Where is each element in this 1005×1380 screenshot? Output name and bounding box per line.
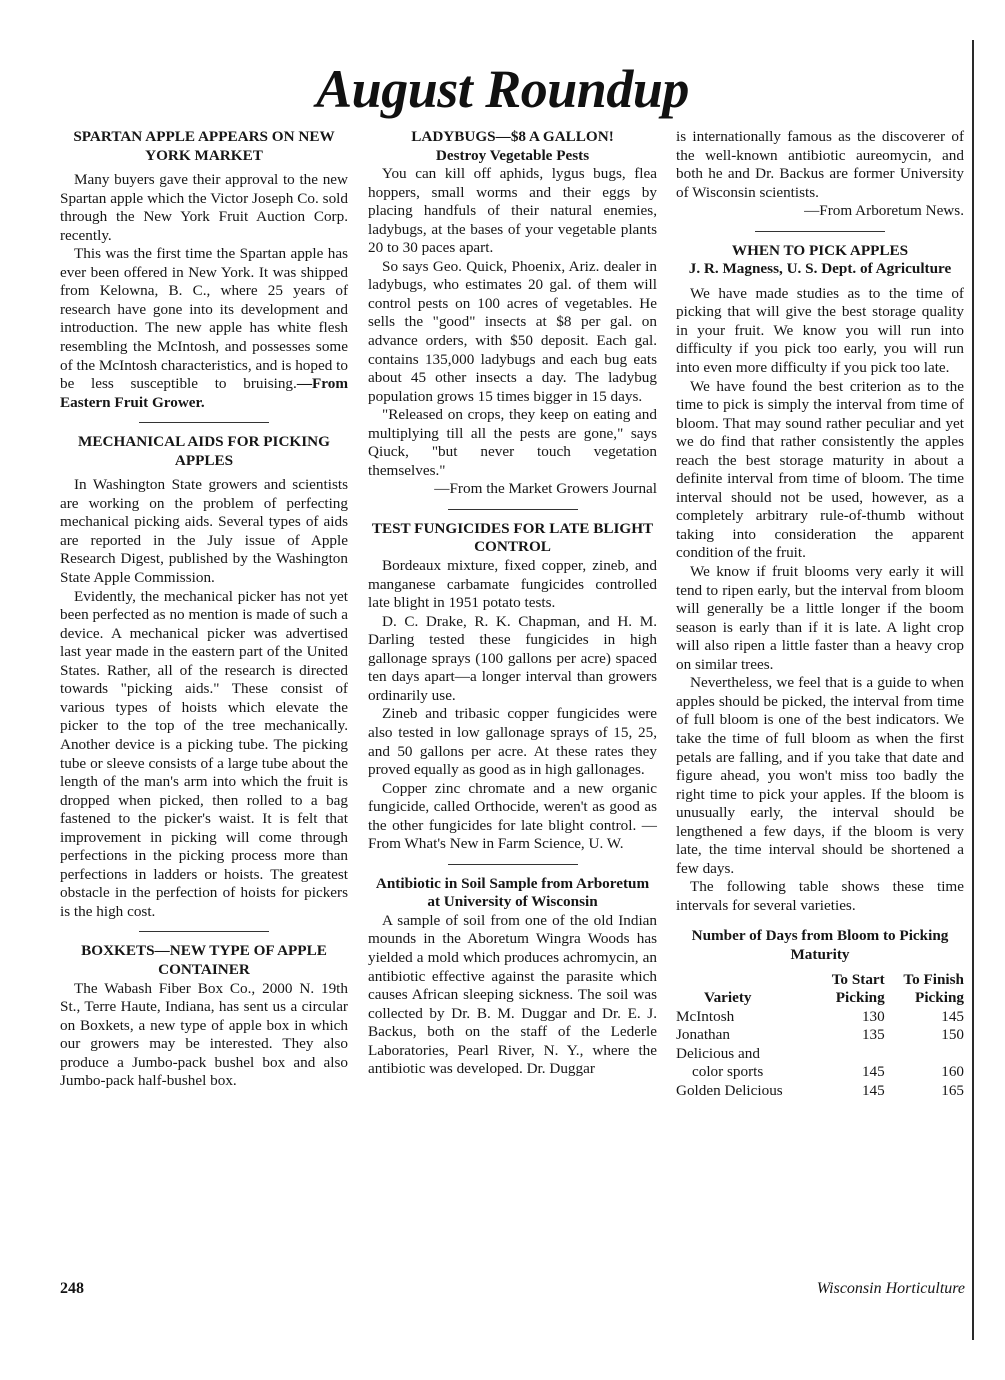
article-paragraph: Bordeaux mixture, fixed copper, zineb, and manganese carbamate fungicides controlled late blight in 1951 potato tests. xyxy=(368,557,657,612)
page-number: 248 xyxy=(60,1280,84,1297)
divider xyxy=(448,864,578,865)
article-paragraph: The Wabash Fiber Box Co., 2000 N. 19th St., Terre Haute, Indiana, has sent us a circular on Boxkets, a new type of apple box in which our growers may be interested. They also produce a Jumbo-pack bushel box and also Jumbo-pack half-bushel box. xyxy=(60,979,348,1090)
article-heading-spartan: SPARTAN APPLE APPEARS ON NEW YORK MARKET xyxy=(73,128,335,164)
table-cell-variety: Golden Delicious xyxy=(676,1082,783,1100)
table-row xyxy=(676,1082,964,1101)
divider xyxy=(139,422,269,423)
article-subheading: Destroy Vegetable Pests xyxy=(435,146,590,164)
table-row xyxy=(676,1045,964,1064)
article-paragraph: Zineb and tribasic copper fungicides were also tested in low gallonage sprays of 15, 25, and 50 gallons per acre. At these rates they proved equally as good as in high gallonages. xyxy=(368,705,657,779)
article-paragraph: D. C. Drake, R. K. Chapman, and H. M. Darling tested these fungicides in high gallonage sprays (100 gallons per acre) spaced ten days apart—a longer interval than growers ordinarily use. xyxy=(368,612,657,704)
article-paragraph: You can kill off aphids, lygus bugs, flea hoppers, small worms and their eggs by placing handfuls of their natural enemies, ladybugs, at the bases of your vegetable plants 20 to 30 paces apart. xyxy=(368,165,657,257)
article-paragraph: We know if fruit blooms very early it will tend to ripen early, but the interval from bloom will generally be a little longer if the boom season is early than if it is late. A light crop will also ripen a little faster than a heavy crop on similar trees. xyxy=(676,563,964,673)
table-header-row xyxy=(676,989,964,1008)
table-cell-variety: McIntosh xyxy=(676,1007,735,1025)
article-byline: J. R. Magness, U. S. Dept. of Agriculture xyxy=(688,260,952,278)
table-cell-start xyxy=(815,1045,884,1064)
divider xyxy=(755,231,885,232)
column-header-finish: To Finish xyxy=(903,970,964,988)
table-row xyxy=(676,1026,964,1045)
article-heading-mechanical: MECHANICAL AIDS FOR PICKING APPLES xyxy=(78,433,330,469)
bloom-table xyxy=(676,971,964,1101)
article-paragraph: Nevertheless, we feel that is a guide to when apples should be picked, the interval from time of full bloom is one of the best indicators. We take the time of full bloom as when the first petals are falling, and if you take that date and figure ahead, you won't miss too badly the right time to pick your apples. If the bloom is unusually early, the interval should be lengthened a few days, if the bloom is very late, the time interval should be shortened a few days. xyxy=(676,674,964,877)
article-paragraph: Copper zinc chromate and a new organic fungicide, called Orthocide, weren't as good as the other fungicides for late blight control. —From What's New in Farm Science, U. W. xyxy=(368,779,657,853)
column-header-variety: Variety xyxy=(704,989,752,1007)
column-header-start: To Start xyxy=(831,970,885,988)
column-rule xyxy=(972,40,974,1340)
magazine-name: Wisconsin Horticulture xyxy=(816,1280,965,1297)
table-cell-start: 135 xyxy=(861,1026,885,1044)
article-paragraph: "Released on crops, they keep on eating and multiplying till all the pests are gone," says Qiuck, "but never touch vegetation themselves." xyxy=(368,406,657,479)
table-cell-finish: 145 xyxy=(941,1007,964,1025)
article-paragraph: In Washington State growers and scientists are working on the problem of perfecting mechanical picking aids. Several types of aids are reported in the July issue of Apple Research Digest, published by the Washington State Apple Commission. xyxy=(60,476,348,587)
article-paragraph: We have made studies as to the time of picking that will give the best storage quality in your fruit. We know you will run into difficulty if you pick too early, you will run into even more difficulty if you pick too late. xyxy=(676,284,964,377)
page-title: August Roundup xyxy=(316,59,689,119)
table-cell-finish: 160 xyxy=(941,1063,964,1081)
table-row xyxy=(676,1008,964,1027)
article-source: —From Eastern Fruit Grower. xyxy=(60,375,348,411)
table-title: Number of Days from Bloom to Picking Maturity xyxy=(691,927,949,963)
table-cell-start: 145 xyxy=(861,1063,885,1081)
column-header-finish: Picking xyxy=(915,989,964,1007)
article-paragraph: We have found the best criterion as to the time to pick is simply the interval from time of bloom. That may sound rather peculiar and yet we do find that rather consistently the apples reach the best storage maturity in about a definite interval from time of bloom. The time interval should not be used, however, as a completely arbitrary rule-of-thumb without taking into consideration the apparent condition of the fruit. xyxy=(676,377,964,562)
article-source: —From Arboretum News. xyxy=(804,202,964,220)
divider xyxy=(448,509,578,510)
table-header-row xyxy=(676,971,964,990)
article-paragraph: A sample of soil from one of the old Indian mounds in the Aboretum Wingra Woods has yielded a mold which produces achromycin, an antibiotic effective against the parasite which causes African sleeping sickness. The soil was collected by Dr. B. M. Duggar and Dr. E. J. Backus, both on the staff of the Lederle Laboratories, Pearl River, N. Y., where the antibiotic was developed. Dr. Duggar xyxy=(368,911,657,1078)
article-paragraph: This was the first time the Spartan apple has ever been offered in New York. It was shipped from Kelowna, B. C., where 25 years of research have gone into its development and introduction. The new apple has white flesh resembling the McIntosh, and possesses some of the McIntosh characteristics, and is hoped to be less susceptible to bruising.—From Eastern Fruit Grower. xyxy=(60,245,348,411)
column-2 xyxy=(368,128,657,1079)
column-1 xyxy=(60,128,348,1091)
article-heading-boxkets: BOXKETS—NEW TYPE OF APPLE CONTAINER xyxy=(81,942,327,978)
table-cell-start: 145 xyxy=(861,1082,885,1100)
table-row xyxy=(676,1063,964,1082)
article-paragraph: Many buyers gave their approval to the new Spartan apple which the Victor Joseph Co. sold through the New York Fruit Auction Corp. recently. xyxy=(60,171,348,244)
table-cell-finish xyxy=(885,1045,964,1064)
article-paragraph: is internationally famous as the discoverer of the well-known antibiotic aureomycin, and both he and Dr. Backus are former University of Wisconsin scientists. xyxy=(676,128,964,201)
article-source: —From the Market Growers Journal xyxy=(434,480,657,498)
table-cell-finish: 165 xyxy=(941,1082,964,1100)
article-paragraph: The following table shows these time intervals for several varieties. xyxy=(676,878,964,914)
article-heading-when-to-pick: WHEN TO PICK APPLES xyxy=(731,241,909,259)
article-paragraph: Evidently, the mechanical picker has not yet been perfected as no mention is made of such a device. A mechanical picker was advertised last year made in the eastern part of the United States. Rather, all of the research is directed towards "picking aids." These consist of various types of hoists which elevate the picker to the top of the tree mechanically. Another device is a picking tube. The picking tube or sleeve consists of a large tube about the length of the man's arm into which the fruit is dropped when picked, then rolled to a bag fastened to the picker's waist. It is felt that improvement in picking will come through perfections in the picking process more than perfections in ladders or hoists. The greatest obstacle in the perfection of hoists for pickers is the high cost. xyxy=(60,587,348,920)
table-cell-variety: color sports xyxy=(692,1063,764,1081)
article-heading-antibiotic: Antibiotic in Soil Sample from Arboretum at University of Wisconsin xyxy=(375,874,650,911)
table-cell-start: 130 xyxy=(861,1007,885,1025)
article-heading-fungicides: TEST FUNGICIDES FOR LATE BLIGHT CONTROL xyxy=(371,519,654,556)
column-header-start: Picking xyxy=(835,989,885,1007)
table-cell-finish: 150 xyxy=(941,1026,964,1044)
article-heading-ladybugs: LADYBUGS—$8 A GALLON! xyxy=(411,128,614,145)
table-cell-variety: Jonathan xyxy=(676,1026,730,1044)
table-cell-variety: Delicious and xyxy=(676,1044,760,1062)
column-3 xyxy=(676,128,964,1101)
article-paragraph: So says Geo. Quick, Phoenix, Ariz. dealer in ladybugs, who estimates 20 gal. of them will control pests on 100 acres of vegetables. He sells the "good" insects at $8 per gal. on advance orders, with $50 deposit. Each gal. contains 135,000 ladybugs and each bug eats about 45 other insects a day. The ladybug population grows 15 times bigger in 15 days. xyxy=(368,257,657,405)
divider xyxy=(139,931,269,932)
